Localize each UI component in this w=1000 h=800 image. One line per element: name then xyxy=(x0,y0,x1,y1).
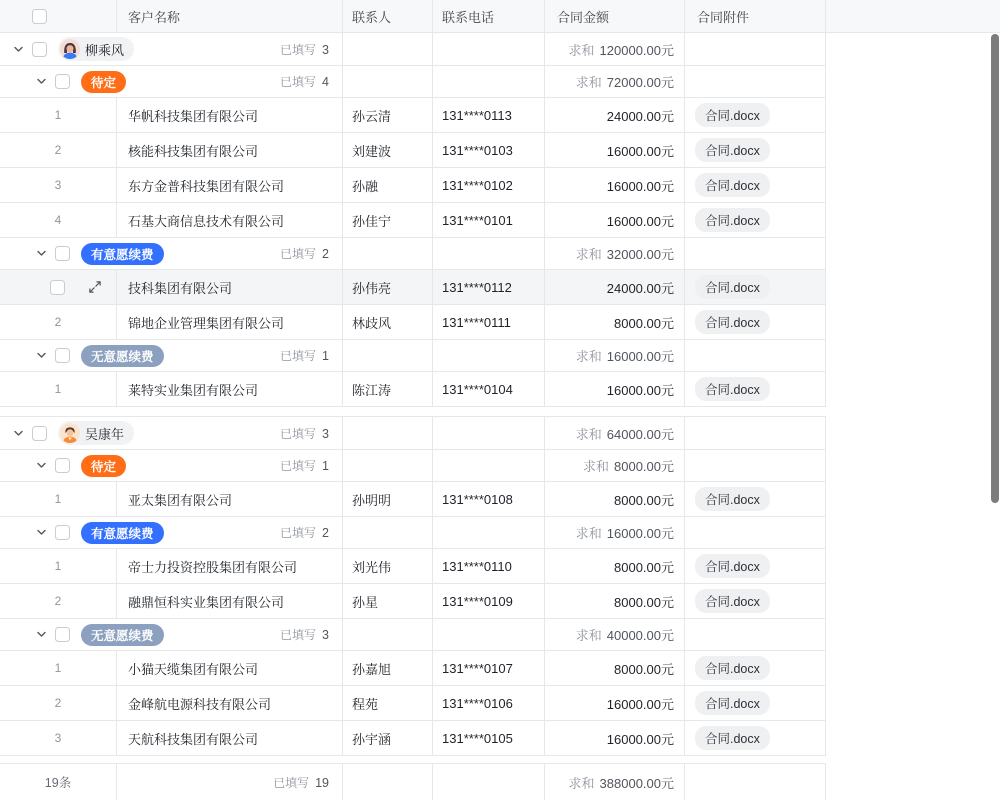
table-row xyxy=(0,133,826,168)
empty-cell xyxy=(433,238,545,269)
table-header-row xyxy=(0,0,1000,33)
filled-count: 已填写 3 xyxy=(280,628,329,642)
customer-name-cell[interactable]: 东方金普科技集团有限公司 xyxy=(117,168,343,202)
amount-cell[interactable]: 8000.00元 xyxy=(545,549,685,583)
group-sum: 求和 16000.00元 xyxy=(545,517,685,548)
empty-cell xyxy=(343,340,433,371)
chevron-down-icon[interactable] xyxy=(33,348,49,364)
group-title-cell xyxy=(0,33,343,65)
avatar-female-icon xyxy=(60,39,80,59)
row-checkbox[interactable] xyxy=(50,280,65,295)
empty-cell xyxy=(343,238,433,269)
contact-cell[interactable]: 孙佳宁 xyxy=(343,203,433,237)
phone-cell[interactable]: 131****0105 xyxy=(433,721,545,755)
row-number: 2 xyxy=(54,594,62,608)
row-number: 1 xyxy=(54,559,62,573)
filled-count: 已填写 19 xyxy=(273,775,329,790)
avatar-male-icon xyxy=(60,423,80,443)
filled-count: 已填写 2 xyxy=(280,526,329,540)
attachment-cell[interactable] xyxy=(685,482,826,516)
attachment-pill[interactable]: 合同.docx xyxy=(695,377,770,401)
customer-name-cell[interactable]: 核能科技集团有限公司 xyxy=(117,133,343,167)
empty-cell xyxy=(685,33,826,65)
contact-cell[interactable]: 陈江涛 xyxy=(343,372,433,406)
attachment-cell[interactable] xyxy=(685,651,826,685)
group-checkbox[interactable] xyxy=(55,458,70,473)
row-number: 1 xyxy=(54,108,62,122)
contact-cell[interactable]: 刘光伟 xyxy=(343,549,433,583)
row-number-cell[interactable] xyxy=(0,305,117,339)
attachment-cell[interactable] xyxy=(685,203,826,237)
attachment-pill[interactable]: 合同.docx xyxy=(695,103,770,127)
phone-cell[interactable]: 131****0110 xyxy=(433,549,545,583)
group-sum: 求和 64000.00元 xyxy=(545,417,685,449)
table-row xyxy=(0,651,826,686)
filled-count: 已填写 4 xyxy=(280,75,329,89)
attachment-cell[interactable] xyxy=(685,168,826,202)
chevron-down-icon[interactable] xyxy=(10,425,26,441)
empty-cell xyxy=(343,66,433,97)
attachment-pill[interactable]: 合同.docx xyxy=(695,656,770,680)
filled-count: 已填写 3 xyxy=(280,426,329,441)
group-checkbox[interactable] xyxy=(55,525,70,540)
filled-count: 已填写 3 xyxy=(280,42,329,57)
group-separator xyxy=(0,407,826,417)
contact-cell[interactable]: 林歧风 xyxy=(343,305,433,339)
group-sum: 求和 72000.00元 xyxy=(545,66,685,97)
contact-cell[interactable]: 孙融 xyxy=(343,168,433,202)
contact-cell[interactable]: 程苑 xyxy=(343,686,433,720)
attachment-pill[interactable]: 合同.docx xyxy=(695,554,770,578)
status-badge: 待定 xyxy=(81,455,126,477)
group-checkbox[interactable] xyxy=(32,426,47,441)
row-number-cell[interactable] xyxy=(0,651,117,685)
group-sum: 求和 16000.00元 xyxy=(545,340,685,371)
summary-row xyxy=(0,764,826,800)
row-number: 4 xyxy=(54,213,62,227)
table-row xyxy=(0,203,826,238)
row-number-cell[interactable] xyxy=(0,686,117,720)
contact-cell[interactable]: 孙宇涵 xyxy=(343,721,433,755)
attachment-pill[interactable]: 合同.docx xyxy=(695,487,770,511)
group-title-cell xyxy=(0,340,343,371)
empty-cell xyxy=(685,764,826,800)
row-number-cell[interactable] xyxy=(0,133,117,167)
group-sum: 求和 120000.00元 xyxy=(545,33,685,65)
empty-cell xyxy=(685,66,826,97)
attachment-cell[interactable] xyxy=(685,270,826,304)
table-row xyxy=(0,98,826,133)
select-all-cell xyxy=(0,0,117,32)
customer-name-cell[interactable]: 帝士力投资控股集团有限公司 xyxy=(117,549,343,583)
attachment-cell[interactable] xyxy=(685,305,826,339)
row-number: 2 xyxy=(54,696,62,710)
customer-name-cell[interactable]: 天航科技集团有限公司 xyxy=(117,721,343,755)
table-row xyxy=(0,721,826,756)
record-count-cell: 19条 xyxy=(0,764,117,800)
empty-cell xyxy=(433,764,545,800)
chevron-down-icon[interactable] xyxy=(33,458,49,474)
column-header-attachment[interactable]: 合同附件 xyxy=(685,0,826,32)
empty-cell xyxy=(343,619,433,650)
group-checkbox[interactable] xyxy=(55,627,70,642)
person-chip xyxy=(58,421,134,445)
customer-name-cell[interactable]: 融鼎恒科实业集团有限公司 xyxy=(117,584,343,618)
row-number: 2 xyxy=(54,143,62,157)
row-number-cell[interactable] xyxy=(0,482,117,516)
group-title-cell xyxy=(0,66,343,97)
attachment-cell[interactable] xyxy=(685,133,826,167)
group-separator xyxy=(0,756,826,764)
attachment-pill[interactable]: 合同.docx xyxy=(695,173,770,197)
amount-cell[interactable]: 8000.00元 xyxy=(545,584,685,618)
group-title-cell xyxy=(0,450,343,481)
column-header-name[interactable]: 客户名称 xyxy=(117,0,343,32)
contact-cell[interactable]: 刘建波 xyxy=(343,133,433,167)
empty-cell xyxy=(343,517,433,548)
empty-cell xyxy=(433,450,545,481)
amount-cell[interactable]: 16000.00元 xyxy=(545,203,685,237)
customer-name-cell[interactable]: 石基大商信息技术有限公司 xyxy=(117,203,343,237)
status-badge: 无意愿续费 xyxy=(81,624,164,646)
table-row xyxy=(0,305,826,340)
empty-cell xyxy=(433,417,545,449)
row-number: 1 xyxy=(54,661,62,675)
group-checkbox[interactable] xyxy=(32,42,47,57)
amount-cell[interactable]: 8000.00元 xyxy=(545,482,685,516)
amount-cell[interactable]: 16000.00元 xyxy=(545,372,685,406)
empty-cell xyxy=(685,517,826,548)
chevron-down-icon[interactable] xyxy=(10,41,26,57)
row-number-cell[interactable] xyxy=(0,203,117,237)
vertical-scrollbar-thumb[interactable] xyxy=(991,34,999,503)
empty-cell xyxy=(685,417,826,449)
attachment-cell[interactable] xyxy=(685,721,826,755)
attachment-cell[interactable] xyxy=(685,686,826,720)
amount-cell[interactable]: 8000.00元 xyxy=(545,651,685,685)
table-row xyxy=(0,168,826,203)
group-row-person[interactable] xyxy=(0,33,826,66)
phone-cell[interactable]: 131****0101 xyxy=(433,203,545,237)
group-title-cell xyxy=(0,417,343,449)
group-row-status[interactable] xyxy=(0,340,826,372)
customer-name-cell[interactable]: 莱特实业集团有限公司 xyxy=(117,372,343,406)
amount-cell[interactable]: 16000.00元 xyxy=(545,686,685,720)
phone-cell[interactable]: 131****0104 xyxy=(433,372,545,406)
row-number-cell[interactable] xyxy=(0,168,117,202)
filled-summary-cell xyxy=(117,764,343,800)
amount-cell[interactable]: 16000.00元 xyxy=(545,168,685,202)
group-sum: 求和 32000.00元 xyxy=(545,238,685,269)
customer-name-cell[interactable]: 技科集团有限公司 xyxy=(117,270,343,304)
row-number: 3 xyxy=(54,178,62,192)
filled-count: 已填写 1 xyxy=(280,349,329,363)
attachment-pill[interactable]: 合同.docx xyxy=(695,310,770,334)
empty-cell xyxy=(433,33,545,65)
phone-cell[interactable]: 131****0107 xyxy=(433,651,545,685)
amount-cell[interactable]: 24000.00元 xyxy=(545,270,685,304)
attachment-pill[interactable]: 合同.docx xyxy=(695,208,770,232)
row-number-cell[interactable] xyxy=(0,372,117,406)
table-row-hovered xyxy=(0,270,826,305)
total-sum-cell: 求和 388000.00元 xyxy=(545,764,685,800)
empty-cell xyxy=(343,33,433,65)
column-header-phone[interactable]: 联系电话 xyxy=(433,0,545,32)
empty-cell xyxy=(433,340,545,371)
group-row-status[interactable] xyxy=(0,619,826,651)
phone-cell[interactable]: 131****0109 xyxy=(433,584,545,618)
empty-cell xyxy=(343,764,433,800)
group-checkbox[interactable] xyxy=(55,348,70,363)
contact-cell[interactable]: 孙伟亮 xyxy=(343,270,433,304)
group-title-cell xyxy=(0,517,343,548)
empty-cell xyxy=(685,619,826,650)
attachment-pill[interactable]: 合同.docx xyxy=(695,589,770,613)
row-number-cell[interactable] xyxy=(0,584,117,618)
column-header-contact[interactable]: 联系人 xyxy=(343,0,433,32)
phone-cell[interactable]: 131****0113 xyxy=(433,98,545,132)
attachment-pill[interactable]: 合同.docx xyxy=(695,691,770,715)
group-row-person[interactable] xyxy=(0,417,826,450)
row-number-cell[interactable] xyxy=(0,549,117,583)
table-row xyxy=(0,584,826,619)
amount-cell[interactable]: 24000.00元 xyxy=(545,98,685,132)
contact-cell[interactable]: 孙星 xyxy=(343,584,433,618)
attachment-pill[interactable]: 合同.docx xyxy=(695,138,770,162)
row-number-cell[interactable] xyxy=(0,721,117,755)
empty-cell xyxy=(685,340,826,371)
chevron-down-icon[interactable] xyxy=(33,627,49,643)
empty-cell xyxy=(343,450,433,481)
phone-cell[interactable]: 131****0112 xyxy=(433,270,545,304)
row-number: 2 xyxy=(54,315,62,329)
amount-cell[interactable]: 8000.00元 xyxy=(545,305,685,339)
group-checkbox[interactable] xyxy=(55,246,70,261)
phone-cell[interactable]: 131****0111 xyxy=(433,305,545,339)
filled-count: 已填写 2 xyxy=(280,247,329,261)
row-number-cell[interactable] xyxy=(0,98,117,132)
contact-cell[interactable]: 孙云清 xyxy=(343,98,433,132)
status-badge: 有意愿续费 xyxy=(81,243,164,265)
empty-cell xyxy=(685,238,826,269)
select-all-checkbox[interactable] xyxy=(32,9,47,24)
contact-cell[interactable]: 孙嘉旭 xyxy=(343,651,433,685)
amount-cell[interactable]: 16000.00元 xyxy=(545,721,685,755)
table-row xyxy=(0,686,826,721)
filled-count: 已填写 1 xyxy=(280,459,329,473)
status-badge: 无意愿续费 xyxy=(81,345,164,367)
group-row-status[interactable] xyxy=(0,238,826,270)
group-sum: 求和 8000.00元 xyxy=(545,450,685,481)
person-name: 柳乘风 xyxy=(85,42,125,58)
row-number: 1 xyxy=(54,382,62,396)
person-chip xyxy=(58,37,134,61)
status-badge: 有意愿续费 xyxy=(81,522,164,544)
group-title-cell xyxy=(0,619,343,650)
customer-name-cell[interactable]: 亚太集团有限公司 xyxy=(117,482,343,516)
phone-cell[interactable]: 131****0108 xyxy=(433,482,545,516)
phone-cell[interactable]: 131****0103 xyxy=(433,133,545,167)
empty-cell xyxy=(433,619,545,650)
phone-cell[interactable]: 131****0102 xyxy=(433,168,545,202)
empty-cell xyxy=(343,417,433,449)
phone-cell[interactable]: 131****0106 xyxy=(433,686,545,720)
empty-cell xyxy=(433,517,545,548)
header-filler xyxy=(826,0,1000,32)
attachment-cell[interactable] xyxy=(685,549,826,583)
group-sum: 求和 40000.00元 xyxy=(545,619,685,650)
attachment-pill[interactable]: 合同.docx xyxy=(695,275,770,299)
amount-cell[interactable]: 16000.00元 xyxy=(545,133,685,167)
person-name: 吴康年 xyxy=(85,426,125,442)
status-badge: 待定 xyxy=(81,71,126,93)
group-row-status[interactable] xyxy=(0,517,826,549)
group-row-status[interactable] xyxy=(0,66,826,98)
row-handle-cell xyxy=(0,270,117,304)
attachment-cell[interactable] xyxy=(685,584,826,618)
contact-cell[interactable]: 孙明明 xyxy=(343,482,433,516)
group-checkbox[interactable] xyxy=(55,74,70,89)
attachment-pill[interactable]: 合同.docx xyxy=(695,726,770,750)
chevron-down-icon[interactable] xyxy=(33,74,49,90)
table-row xyxy=(0,372,826,407)
column-header-amount[interactable]: 合同金额 xyxy=(545,0,685,32)
group-row-status[interactable] xyxy=(0,450,826,482)
chevron-down-icon[interactable] xyxy=(33,246,49,262)
table-row xyxy=(0,482,826,517)
attachment-cell[interactable] xyxy=(685,372,826,406)
row-number: 1 xyxy=(54,492,62,506)
row-number: 3 xyxy=(54,731,62,745)
table-row xyxy=(0,549,826,584)
chevron-down-icon[interactable] xyxy=(33,525,49,541)
expand-record-icon[interactable] xyxy=(87,280,102,295)
customer-name-cell[interactable]: 金峰航电源科技有限公司 xyxy=(117,686,343,720)
customer-name-cell[interactable]: 小猫天缆集团有限公司 xyxy=(117,651,343,685)
customer-name-cell[interactable]: 华帆科技集团有限公司 xyxy=(117,98,343,132)
empty-cell xyxy=(433,66,545,97)
attachment-cell[interactable] xyxy=(685,98,826,132)
customer-name-cell[interactable]: 锦地企业管理集团有限公司 xyxy=(117,305,343,339)
group-title-cell xyxy=(0,238,343,269)
empty-cell xyxy=(685,450,826,481)
